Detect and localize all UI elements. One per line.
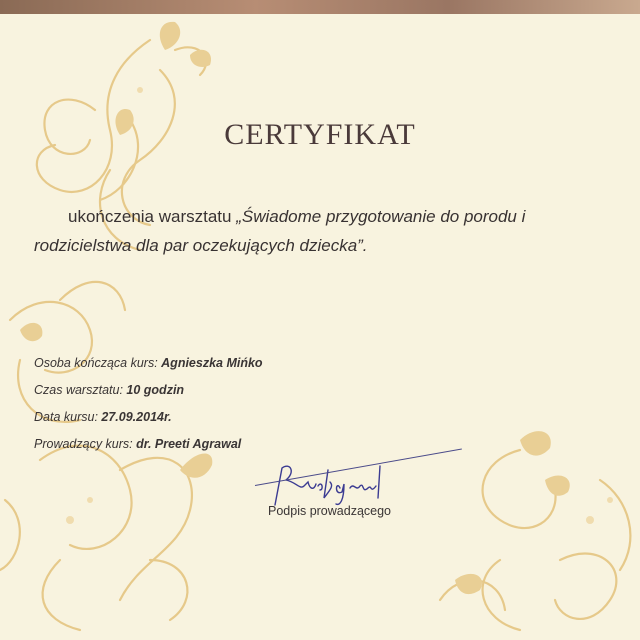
details-list bbox=[34, 350, 263, 458]
detail-duration bbox=[34, 377, 263, 404]
detail-value: Agnieszka Mińko bbox=[161, 356, 263, 370]
detail-value: dr. Preeti Agrawal bbox=[136, 437, 242, 451]
detail-value: 10 godzin bbox=[126, 383, 185, 397]
signature-caption: Podpis prowadzącego bbox=[268, 504, 391, 518]
detail-value: 27.09.2014r. bbox=[101, 410, 172, 424]
certificate-title: CERTYFIKAT bbox=[224, 118, 416, 151]
detail-label: Prowadzący kurs: bbox=[34, 437, 133, 451]
detail-participant bbox=[34, 350, 263, 377]
detail-label: Czas warsztatu: bbox=[34, 383, 123, 397]
workshop-prefix: ukończenia warsztatu bbox=[68, 207, 232, 226]
handwritten-signature bbox=[270, 460, 400, 510]
detail-label: Data kursu: bbox=[34, 410, 98, 424]
workshop-name-line2: rodzicielstwa dla par oczekujących dziecka”. bbox=[34, 236, 368, 255]
detail-date bbox=[34, 404, 263, 431]
workshop-name-line1: „Świadome przygotowanie do porodu i bbox=[236, 207, 526, 226]
detail-label: Osoba kończąca kurs: bbox=[34, 356, 158, 370]
detail-instructor bbox=[34, 431, 263, 458]
certificate-body bbox=[34, 202, 624, 260]
